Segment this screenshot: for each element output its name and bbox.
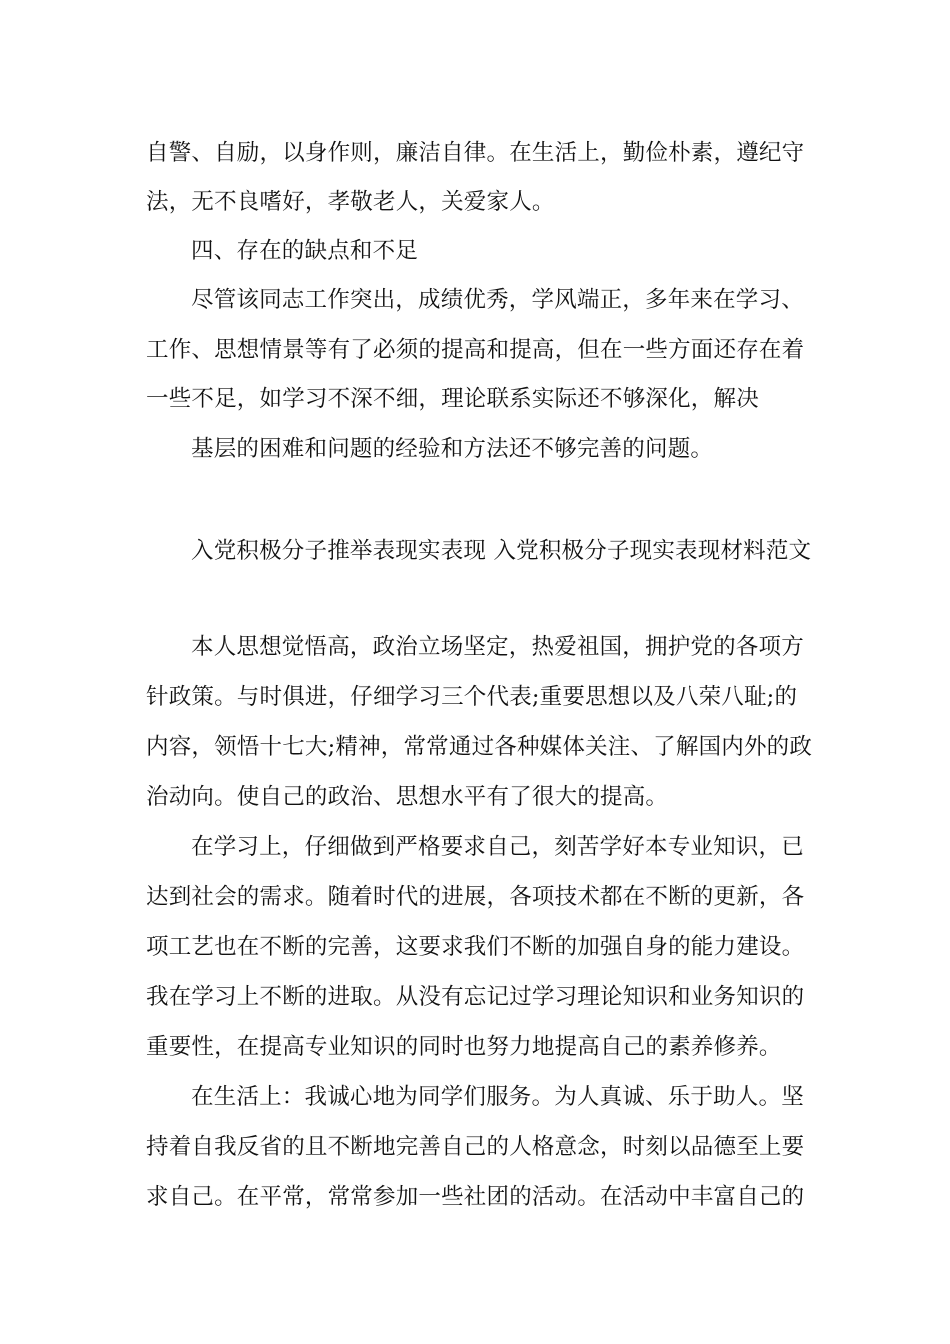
paragraph-line: 治动向。使自己的政治、思想水平有了很大的提高。 bbox=[146, 784, 669, 810]
paragraph-line: 尽管该同志工作突出，成绩优秀，学风端正，多年来在学习、 bbox=[191, 287, 804, 313]
paragraph-line: 本人思想觉悟高，政治立场坚定，热爱祖国，拥护党的各项方 bbox=[191, 634, 804, 660]
paragraph-line: 法，无不良嗜好，孝敬老人，关爱家人。 bbox=[146, 189, 555, 215]
paragraph-line: 在生活上：我诚心地为同学们服务。为人真诚、乐于助人。坚 bbox=[191, 1084, 804, 1110]
paragraph-line: 基层的困难和问题的经验和方法还不够完善的问题。 bbox=[191, 436, 714, 462]
paragraph-line: 一些不足，如学习不深不细，理论联系实际还不够深化，解决 bbox=[146, 386, 759, 412]
section-heading: 四、存在的缺点和不足 bbox=[191, 238, 419, 264]
paragraph-line: 求自己。在平常，常常参加一些社团的活动。在活动中丰富自己的 bbox=[146, 1184, 805, 1210]
paragraph-line: 工作、思想情景等有了必须的提高和提高，但在一些方面还存在着 bbox=[146, 337, 805, 363]
paragraph-line: 持着自我反省的且不断地完善自己的人格意念，时刻以品德至上要 bbox=[146, 1134, 805, 1160]
document-title: 入党积极分子推举表现实表现 入党积极分子现实表现材料范文 bbox=[191, 538, 812, 564]
paragraph-line: 项工艺也在不断的完善，这要求我们不断的加强自身的能力建设。 bbox=[146, 934, 805, 960]
paragraph-line: 内容，领悟十七大;精神，常常通过各种媒体关注、了解国内外的政 bbox=[146, 734, 813, 760]
paragraph-line: 针政策。与时俱进，仔细学习三个代表;重要思想以及八荣八耻;的 bbox=[146, 684, 798, 710]
paragraph-line: 重要性，在提高专业知识的同时也努力地提高自己的素养修养。 bbox=[146, 1034, 782, 1060]
paragraph-line: 在学习上，仔细做到严格要求自己，刻苦学好本专业知识，已 bbox=[191, 834, 804, 860]
paragraph-line: 达到社会的需求。随着时代的进展，各项技术都在不断的更新，各 bbox=[146, 884, 805, 910]
paragraph-line: 自警、自励，以身作则，廉洁自律。在生活上，勤俭朴素，遵纪守 bbox=[146, 140, 805, 166]
paragraph-line: 我在学习上不断的进取。从没有忘记过学习理论知识和业务知识的 bbox=[146, 984, 805, 1010]
